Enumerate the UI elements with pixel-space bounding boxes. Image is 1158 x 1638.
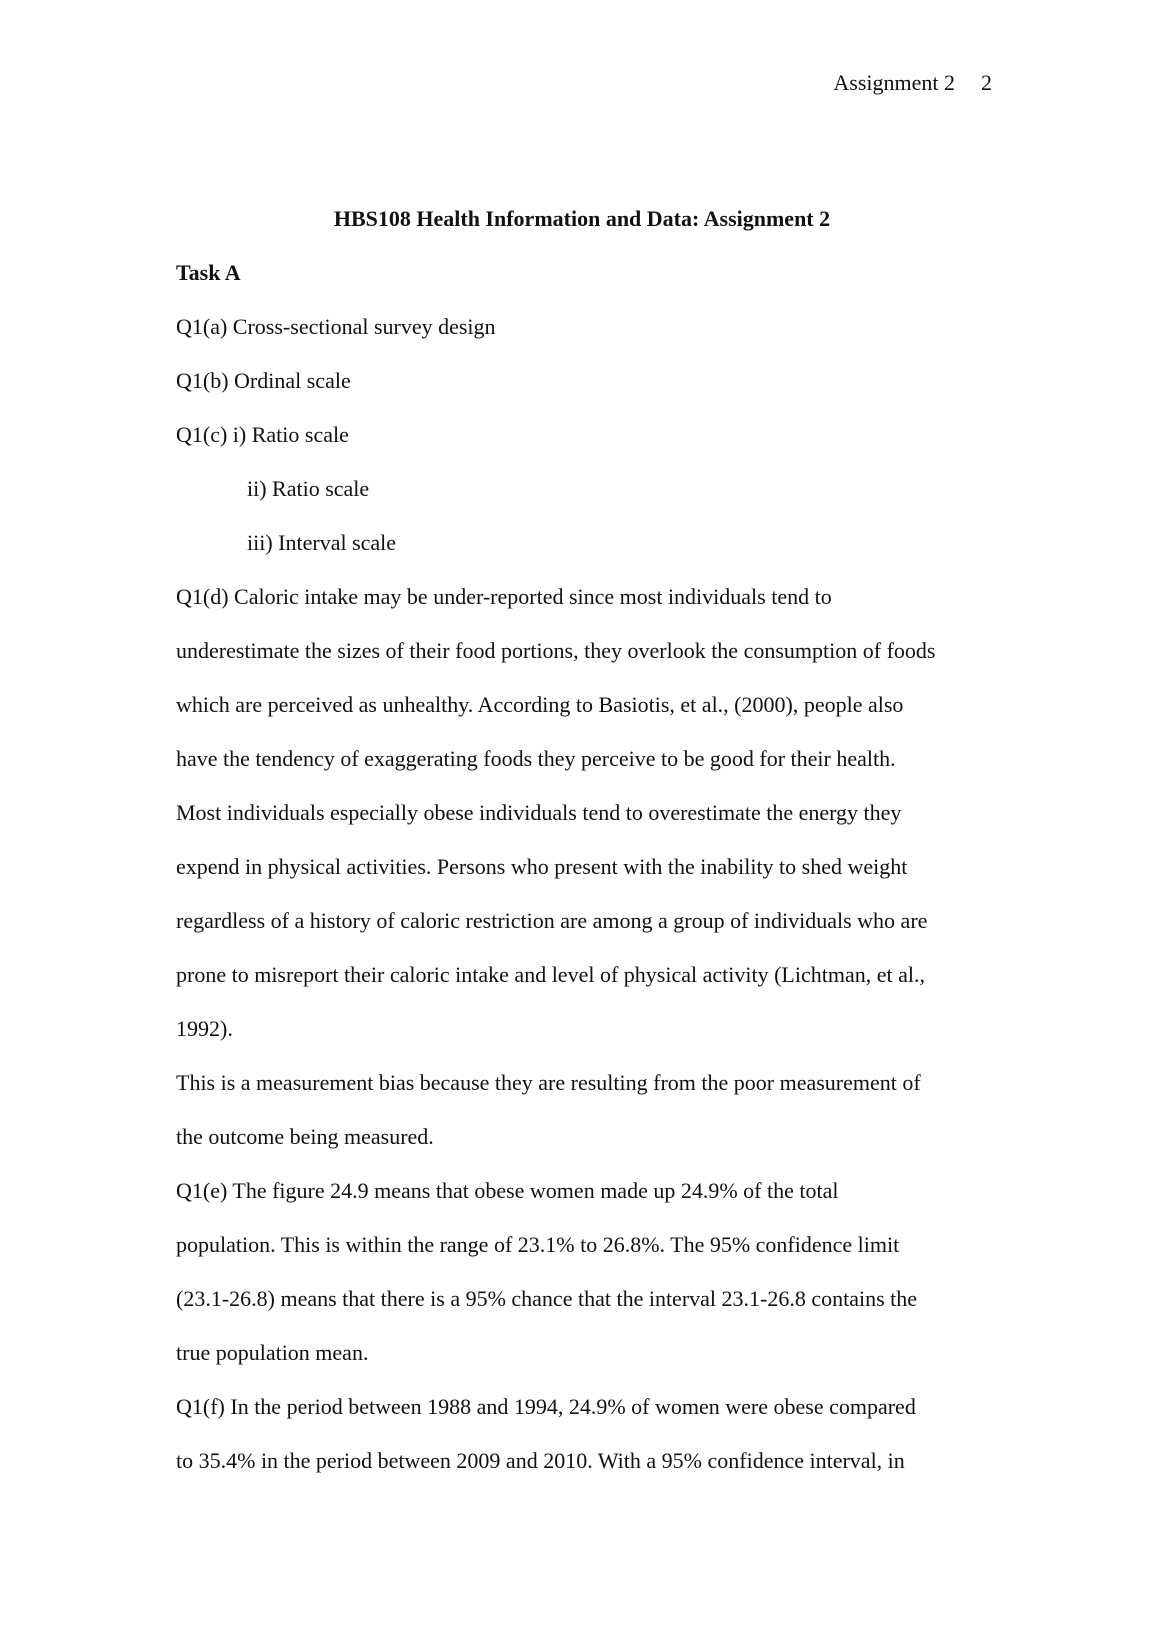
section-heading: Task A	[176, 260, 241, 285]
paragraph-line: regardless of a history of caloric restriction are among a group of individuals who are	[176, 908, 928, 933]
answer-q1c-i: Q1(c) i) Ratio scale	[176, 422, 349, 447]
paragraph-line: This is a measurement bias because they are resulting from the poor measurement of	[176, 1070, 921, 1095]
paragraph-line: true population mean.	[176, 1340, 369, 1365]
page-header	[833, 68, 992, 98]
answer-q1a: Q1(a) Cross-sectional survey design	[176, 314, 496, 339]
paragraph-line: underestimate the sizes of their food portions, they overlook the consumption of foods	[176, 638, 936, 663]
document-body	[176, 192, 988, 1488]
paragraph-line: Q1(d) Caloric intake may be under-reported since most individuals tend to	[176, 584, 832, 609]
running-head: Assignment 2	[833, 70, 955, 95]
paragraph-line: Q1(e) The figure 24.9 means that obese women made up 24.9% of the total	[176, 1178, 839, 1203]
paragraph-line: which are perceived as unhealthy. According to Basiotis, et al., (2000), people also	[176, 692, 904, 717]
paragraph-line: population. This is within the range of 23.1% to 26.8%. The 95% confidence limit	[176, 1232, 900, 1257]
paragraph-line: 1992).	[176, 1016, 233, 1041]
paragraph-line: Q1(f) In the period between 1988 and 1994, 24.9% of women were obese compared	[176, 1394, 916, 1419]
paragraph-line: have the tendency of exaggerating foods they perceive to be good for their health.	[176, 746, 896, 771]
page-number: 2	[981, 70, 992, 95]
paragraph-line: Most individuals especially obese individuals tend to overestimate the energy they	[176, 800, 902, 825]
answer-q1c-ii: ii) Ratio scale	[247, 476, 370, 501]
document-title: HBS108 Health Information and Data: Assignment 2	[333, 206, 831, 231]
answer-q1b: Q1(b) Ordinal scale	[176, 368, 351, 393]
paragraph-line: expend in physical activities. Persons who present with the inability to shed weight	[176, 854, 908, 879]
paragraph-line: the outcome being measured.	[176, 1124, 434, 1149]
paragraph-line: (23.1-26.8) means that there is a 95% chance that the interval 23.1-26.8 contains the	[176, 1286, 918, 1311]
paragraph-line: prone to misreport their caloric intake and level of physical activity (Lichtman, et al.,	[176, 962, 925, 987]
answer-q1c-iii: iii) Interval scale	[247, 530, 397, 555]
paragraph-line: to 35.4% in the period between 2009 and 2010. With a 95% confidence interval, in	[176, 1448, 905, 1473]
